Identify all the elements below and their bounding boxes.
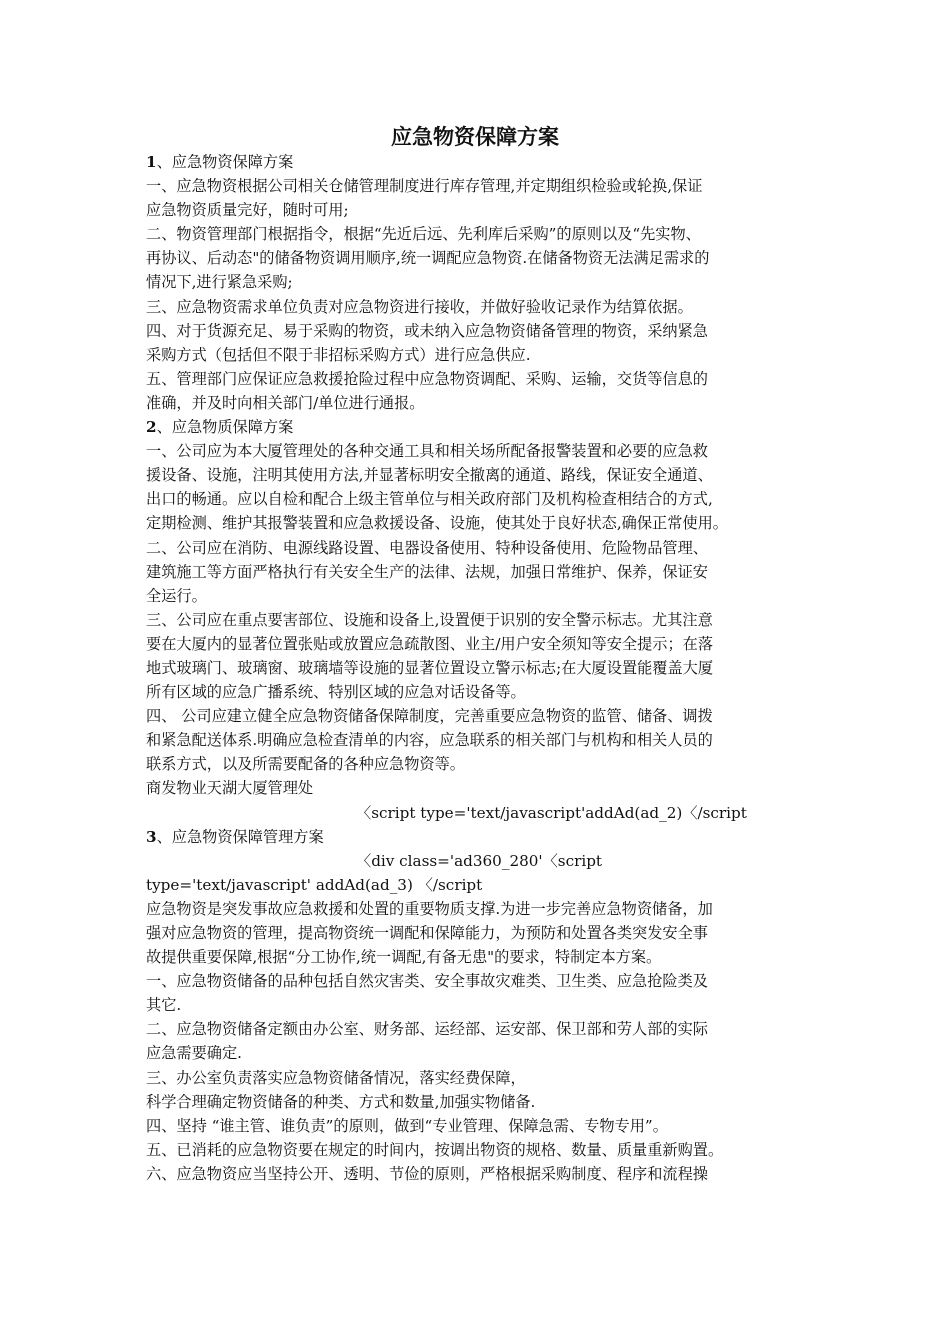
document-title: 应急物资保障方案 <box>391 124 559 149</box>
section-heading <box>146 825 806 849</box>
line-text: 一、应急物资根据公司相关仓储管理制度进行库存管理,并定期组织检验或轮换,保证 <box>146 177 703 196</box>
line-text: 应急物资是突发事故应急救援和处置的重要物质支撑.为进一步完善应急物资储备，加 <box>146 899 713 918</box>
line-text: 四、对于货源充足、易于采购的物资，或未纳入应急物资储备管理的物资，采纳紧急 <box>146 321 708 340</box>
text-line <box>146 873 806 897</box>
text-line <box>146 1138 806 1162</box>
text-line <box>146 343 806 367</box>
text-line <box>146 439 806 463</box>
line-text: 四、坚持 “谁主管、谁负责”的原则，做到“专业管理、保障急需、专物专用”。 <box>146 1116 668 1135</box>
text-line <box>146 969 806 993</box>
text-line <box>146 487 806 511</box>
line-text: 〈div class='ad360_280'〈script <box>356 851 603 870</box>
section-number: 1 <box>146 153 157 171</box>
line-text: 三、公司应在重点要害部位、设施和设备上,设置便于识别的安全警示标志。尤其注意 <box>146 610 713 629</box>
text-line <box>146 1114 806 1138</box>
line-text: 三、应急物资需求单位负责对应急物资进行接收，并做好验收记录作为结算依据。 <box>146 297 693 316</box>
text-line <box>146 560 806 584</box>
line-text: 商发物业天湖大厦管理处 <box>146 779 314 798</box>
line-text: 二、公司应在消防、电源线路设置、电器设备使用、特种设备使用、危险物品管理、 <box>146 538 708 557</box>
section-number: 2 <box>146 418 157 437</box>
line-text: 采购方式（包括但不限于非招标采购方式）进行应急供应. <box>146 345 531 364</box>
text-line <box>146 391 806 415</box>
line-text: 准确，并及时向相关部门/单位进行通报。 <box>146 393 425 412</box>
text-line <box>146 897 806 921</box>
line-text: 建筑施工等方面严格执行有关安全生产的法律、法规，加强日常维护、保养，保证安 <box>146 562 708 581</box>
text-line <box>146 632 806 656</box>
line-text: 、应急物资保障管理方案 <box>156 827 324 846</box>
line-text: 要在大厦内的显著位置张贴或放置应急疏散图、业主/用户安全须知等安全提示；在落 <box>146 634 714 653</box>
text-line <box>146 270 806 294</box>
text-line <box>146 801 806 825</box>
line-text: 和紧急配送体系.明确应急检查清单的内容，应急联系的相关部门与机构和相关人员的 <box>146 731 713 750</box>
line-text: 六、应急物资应当坚持公开、透明、节俭的原则，严格根据采购制度、程序和流程操 <box>146 1164 708 1183</box>
line-text: 、应急物质保障方案 <box>156 418 294 437</box>
line-text: 二、物资管理部门根据指令，根据“先近后远、先利库后采购”的原则以及“先实物、 <box>146 225 701 244</box>
line-text: 二、应急物资储备定额由办公室、财务部、运经部、运安部、保卫部和劳人部的实际 <box>146 1020 708 1039</box>
line-text: 其它. <box>146 996 182 1015</box>
text-line <box>146 198 806 222</box>
line-text: 情况下,进行紧急采购; <box>146 273 293 292</box>
document-body <box>146 150 806 1186</box>
text-line <box>146 728 806 752</box>
text-line <box>146 536 806 560</box>
section-heading <box>146 415 806 439</box>
line-text: 应急需要确定. <box>146 1044 242 1063</box>
line-text: 地式玻璃门、玻璃窗、玻璃墙等设施的显著位置设立警示标志;在大厦设置能覆盖大厦 <box>146 658 714 677</box>
section-number: 3 <box>146 827 157 846</box>
text-line <box>146 174 806 198</box>
line-text: 援设备、设施，注明其使用方法,并显著标明安全撤离的通道、路线，保证安全通道、 <box>146 466 713 485</box>
text-line <box>146 584 806 608</box>
line-text: 再协议、后动态"的储备物资调用顺序,统一调配应急物资.在储备物资无法满足需求的 <box>146 249 710 268</box>
text-line <box>146 704 806 728</box>
section-heading <box>146 150 806 174</box>
text-line <box>146 1162 806 1186</box>
line-text: 联系方式，以及所需要配备的各种应急物资等。 <box>146 755 465 774</box>
text-line <box>146 1066 806 1090</box>
text-line <box>146 1041 806 1065</box>
text-line <box>146 246 806 270</box>
text-line <box>146 511 806 535</box>
line-text: 所有区域的应急广播系统、特别区域的应急对话设备等。 <box>146 683 526 702</box>
line-text: 四、 公司应建立健全应急物资储备保障制度，完善重要应急物资的监管、储备、调拨 <box>146 707 713 726</box>
line-text: 故提供重要保障,根据“分工协作,统一调配,有备无患"的要求，特制定本方案。 <box>146 948 662 967</box>
line-text: 科学合理确定物资储备的种类、方式和数量,加强实物储备. <box>146 1092 536 1111</box>
text-line <box>146 752 806 776</box>
text-line <box>146 367 806 391</box>
text-line <box>146 222 806 246</box>
line-text: 一、公司应为本大厦管理处的各种交通工具和相关场所配备报警装置和必要的应急救 <box>146 442 708 461</box>
line-text: 〈script type='text/javascript'addAd(ad_2)〈/script <box>356 803 747 822</box>
text-line <box>146 608 806 632</box>
text-line <box>146 945 806 969</box>
line-text: 全运行。 <box>146 586 207 605</box>
line-text: 、应急物资保障方案 <box>156 153 294 171</box>
line-text: 一、应急物资储备的品种包括自然灾害类、安全事故灾难类、卫生类、应急抢险类及 <box>146 972 708 991</box>
line-text: 出口的畅通。应以自检和配合上级主管单位与相关政府部门及机构检查相结合的方式, <box>146 490 713 509</box>
text-line <box>146 921 806 945</box>
text-line <box>146 295 806 319</box>
line-text: 三、办公室负责落实应急物资储备情况，落实经费保障， <box>146 1068 526 1087</box>
text-line <box>146 319 806 343</box>
text-line <box>146 656 806 680</box>
text-line <box>146 776 806 800</box>
text-line <box>146 993 806 1017</box>
line-text: 应急物资质量完好，随时可用; <box>146 201 349 220</box>
text-line <box>146 849 806 873</box>
line-text: 强对应急物资的管理，提高物资统一调配和保障能力，为预防和处置各类突发安全事 <box>146 924 708 942</box>
text-line <box>146 680 806 704</box>
text-line <box>146 463 806 487</box>
line-text: 五、已消耗的应急物资要在规定的时间内，按调出物资的规格、数量、质量重新购置。 <box>146 1140 724 1159</box>
text-line <box>146 1090 806 1114</box>
line-text: 定期检测、维护其报警装置和应急救援设备、设施，使其处于良好状态,确保正常使用。 <box>146 514 728 533</box>
line-text: 五、管理部门应保证应急救援抢险过程中应急物资调配、采购、运输，交货等信息的 <box>146 369 708 388</box>
line-text: type='text/javascript' addAd(ad_3) 〈/script <box>146 875 483 894</box>
text-line <box>146 1017 806 1041</box>
